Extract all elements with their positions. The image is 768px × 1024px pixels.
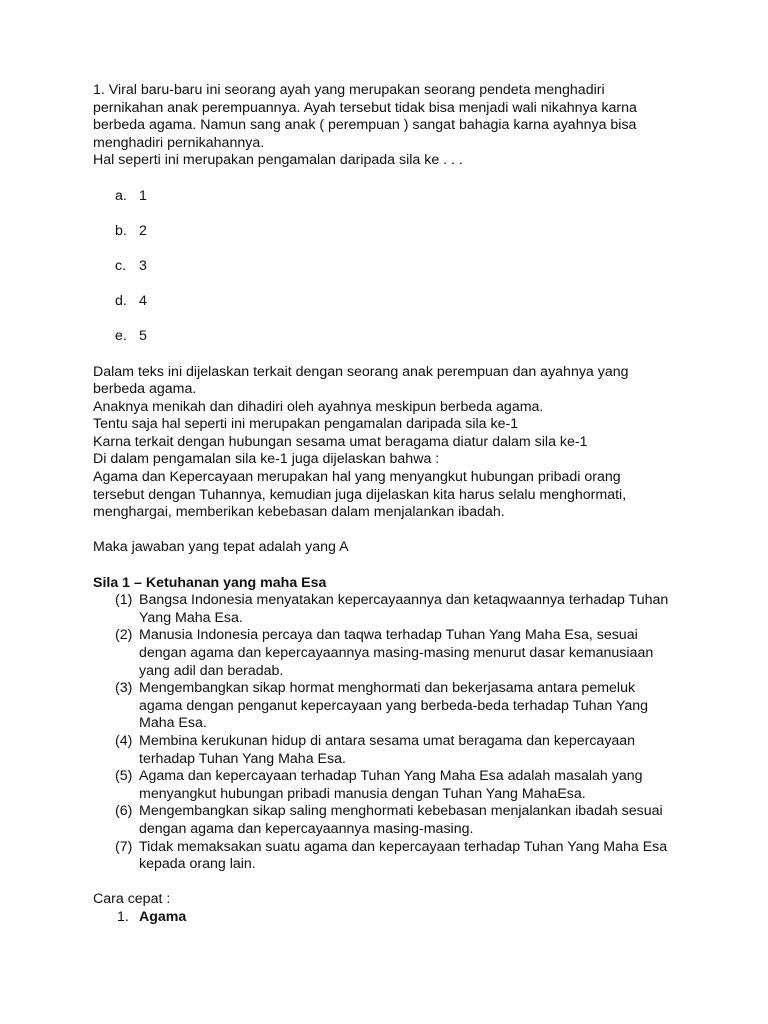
item-number: (7)	[115, 838, 133, 855]
explanation-line: Karna terkait dengan hubungan sesama umat beragama diatur dalam sila ke-1	[93, 433, 588, 450]
answer-statement	[93, 539, 693, 557]
item-line: Mengembangkan sikap hormat menghormati dan bekerjasama antara pemeluk	[139, 680, 636, 697]
item-number: (4)	[115, 732, 133, 749]
option-a	[93, 188, 693, 206]
spacer	[93, 874, 693, 892]
spacer	[93, 522, 693, 540]
option-text: 5	[139, 328, 147, 345]
sila-item-7	[93, 839, 693, 874]
question-line: menghadiri pernikahannya.	[93, 134, 265, 151]
item-line: Tidak memaksakan suatu agama dan kepercayaan terhadap Tuhan Yang Maha Esa	[139, 838, 668, 855]
option-text: 1	[139, 187, 147, 204]
item-line: Yang Maha Esa.	[139, 609, 243, 626]
answer-options	[93, 188, 693, 346]
option-letter: c.	[115, 257, 127, 274]
sila-item-4	[93, 733, 693, 768]
item-line: Manusia Indonesia percaya dan taqwa terhadap Tuhan Yang Maha Esa, sesuai	[139, 627, 638, 644]
option-letter: d.	[115, 293, 127, 310]
item-number: (6)	[115, 803, 133, 820]
sila-item-2	[93, 627, 693, 680]
explanation-line: Agama dan Kepercayaan merupakan hal yang menyangkut hubungan pribadi orang	[93, 469, 621, 486]
question-line: berbeda agama. Namun sang anak ( perempuan ) sangat bahagia karna ayahnya bisa	[93, 117, 637, 134]
explanation-line: menghargai, memberikan kebebasan dalam menjalankan ibadah.	[93, 504, 505, 521]
question-line: 1. Viral baru-baru ini seorang ayah yang merupakan seorang pendeta menghadiri	[93, 82, 605, 98]
option-letter: e.	[115, 328, 127, 345]
item-line: kepada orang lain.	[139, 856, 256, 873]
sila-heading: Sila 1 – Ketuhanan yang maha Esa	[93, 574, 327, 591]
item-line: yang adil dan beradab.	[139, 662, 284, 679]
sila-item-1	[93, 592, 693, 627]
explanation-line: Di dalam pengamalan sila ke-1 juga dijelaskan bahwa :	[93, 451, 440, 468]
document-page	[93, 82, 693, 927]
explanation-line: Tentu saja hal seperti ini merupakan pengamalan daripada sila ke-1	[93, 416, 519, 433]
option-e	[93, 328, 693, 346]
item-line: agama dengan penganut kepercayaan yang berbeda-beda terhadap Tuhan Yang	[139, 697, 649, 714]
item-line: menyangkut hubungan pribadi manusia dengan Tuhan Yang MahaEsa.	[139, 785, 586, 802]
sila-item-6	[93, 803, 693, 838]
explanation-line: Dalam teks ini dijelaskan terkait dengan seorang anak perempuan dan ayahnya yang	[93, 363, 629, 380]
item-number: (5)	[115, 768, 133, 785]
item-number: (3)	[115, 680, 133, 697]
option-d	[93, 293, 693, 311]
explanation-line: Anaknya menikah dan dihadiri oleh ayahnya meskipun berbeda agama.	[93, 398, 544, 415]
question-line: Hal seperti ini merupakan pengamalan daripada sila ke . . .	[93, 152, 463, 169]
item-line: dengan agama dan kepercayaannya masing-masing.	[139, 820, 474, 837]
explanation-line: berbeda agama.	[93, 381, 197, 398]
item-line: Agama	[139, 908, 187, 925]
sila-item-3	[93, 680, 693, 733]
option-c	[93, 258, 693, 276]
option-letter: b.	[115, 222, 127, 239]
answer-line: Maka jawaban yang tepat adalah yang A	[93, 539, 349, 556]
quick-item-1	[93, 909, 693, 927]
option-text: 3	[139, 257, 147, 274]
item-number: 1.	[117, 908, 129, 925]
explanation-line: tersebut dengan Tuhannya, kemudian juga dijelaskan kita harus selalu menghormati,	[93, 486, 627, 503]
item-line: Agama dan kepercayaan terhadap Tuhan Yang Maha Esa adalah masalah yang	[139, 768, 643, 785]
item-number: (1)	[115, 592, 133, 609]
option-text: 4	[139, 293, 147, 310]
item-line: dengan agama dan kepercayaannya masing-masing menurut dasar kemanusiaan	[139, 645, 654, 661]
item-line: Membina kerukunan hidup di antara sesama umat beragama dan kepercayaan	[139, 732, 636, 749]
explanation-paragraph	[93, 364, 693, 522]
item-number: (2)	[115, 627, 133, 644]
quick-title: Cara cepat :	[93, 891, 171, 908]
spacer	[93, 557, 693, 575]
quick-list	[93, 909, 693, 927]
question-paragraph	[93, 82, 693, 170]
item-line: Maha Esa.	[139, 715, 207, 732]
question-line: pernikahan anak perempuannya. Ayah tersebut tidak bisa menjadi wali nikahnya karna	[93, 99, 637, 116]
option-letter: a.	[115, 187, 127, 204]
option-text: 2	[139, 222, 147, 239]
item-line: Bangsa Indonesia menyatakan kepercayaannya dan ketaqwaannya terhadap Tuhan	[139, 592, 669, 609]
item-line: Mengembangkan sikap saling menghormati kebebasan menjalankan ibadah sesuai	[139, 803, 663, 820]
sila-list	[93, 592, 693, 874]
sila-item-5	[93, 768, 693, 803]
option-b	[93, 223, 693, 241]
item-line: terhadap Tuhan Yang Maha Esa.	[139, 750, 346, 767]
